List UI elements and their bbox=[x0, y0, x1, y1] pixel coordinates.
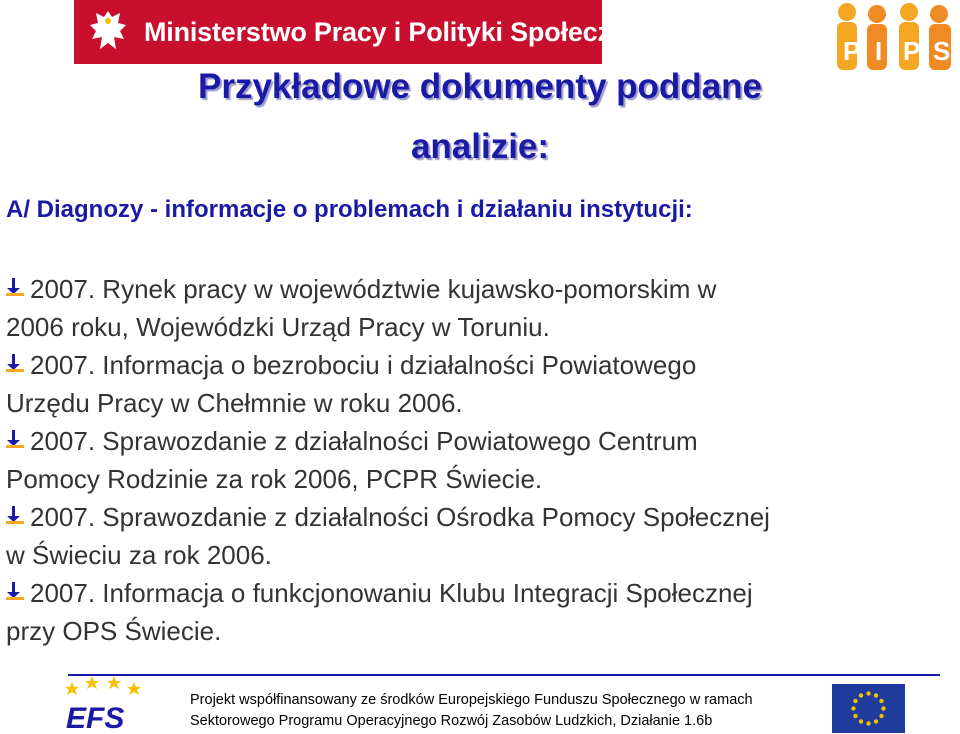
eu-star-icon bbox=[853, 699, 857, 703]
section-subtitle: A/ Diagnozy - informacje o problemach i działaniu instytucji: bbox=[6, 196, 693, 223]
arrow-bullet-icon bbox=[6, 354, 24, 372]
eu-star-icon bbox=[859, 719, 863, 723]
list-item bbox=[6, 346, 956, 422]
efs-logo bbox=[58, 672, 154, 732]
arrow-bullet-icon bbox=[6, 278, 24, 296]
eu-star-icon bbox=[853, 714, 857, 718]
list-item bbox=[6, 498, 956, 574]
eu-star-icon bbox=[879, 699, 883, 703]
eu-star-icon bbox=[866, 721, 870, 725]
arrow-bullet-icon bbox=[6, 430, 24, 448]
list-item-line-1: 2007. Rynek pracy w województwie kujawsko-pomorskim w bbox=[30, 274, 717, 304]
list-item-line-1: 2007. Informacja o bezrobociu i działalności Powiatowego bbox=[30, 350, 697, 380]
efs-label: EFS bbox=[66, 702, 125, 732]
list-item-line-2: Urzędu Pracy w Chełmnie w roku 2006. bbox=[6, 388, 463, 418]
eu-star-icon bbox=[879, 714, 883, 718]
document-list bbox=[6, 270, 956, 650]
polish-eagle-icon bbox=[86, 7, 130, 57]
list-item-line-2: przy OPS Świecie. bbox=[6, 616, 222, 646]
page-title bbox=[0, 57, 960, 177]
list-item-line-1: 2007. Informacja o funkcjonowaniu Klubu Integracji Społecznej bbox=[30, 578, 753, 608]
svg-text:S: S bbox=[933, 36, 951, 66]
eu-flag-icon bbox=[832, 684, 905, 733]
eu-star-icon bbox=[874, 693, 878, 697]
list-item-line-2: 2006 roku, Wojewódzki Urząd Pracy w Toruniu. bbox=[6, 312, 550, 342]
svg-text:P: P bbox=[903, 36, 921, 66]
list-item-line-2: w Świeciu za rok 2006. bbox=[6, 540, 272, 570]
eu-star-icon bbox=[859, 693, 863, 697]
footer-line-1: Projekt współfinansowany ze środków Europejskiego Funduszu Społecznego w ramach bbox=[190, 692, 753, 708]
svg-text:P: P bbox=[843, 36, 861, 66]
list-item-line-1: 2007. Sprawozdanie z działalności Powiatowego Centrum bbox=[30, 426, 698, 456]
eu-star-icon bbox=[881, 706, 885, 710]
arrow-bullet-icon bbox=[6, 506, 24, 524]
ministry-banner bbox=[74, 0, 650, 64]
list-item-line-1: 2007. Sprawozdanie z działalności Ośrodka Pomocy Społecznej bbox=[30, 502, 770, 532]
ministry-name: Ministerstwo Pracy i Polityki Społecznej bbox=[144, 16, 650, 47]
eu-star-icon bbox=[851, 706, 855, 710]
arrow-bullet-icon bbox=[6, 582, 24, 600]
footer-text bbox=[190, 690, 753, 732]
eu-star-icon bbox=[874, 719, 878, 723]
title-line-2: analizie: bbox=[410, 127, 550, 166]
list-item bbox=[6, 270, 956, 346]
svg-text:I: I bbox=[875, 36, 883, 66]
eu-star-icon bbox=[866, 691, 870, 695]
footer-line-2: Sektorowego Programu Operacyjnego Rozwój Zasobów Ludzkich, Działanie 1.6b bbox=[190, 713, 713, 729]
list-item bbox=[6, 574, 956, 650]
footer-divider bbox=[68, 674, 940, 676]
list-item bbox=[6, 422, 956, 498]
title-line-1: Przykładowe dokumenty poddane bbox=[198, 67, 762, 106]
list-item-line-2: Pomocy Rodzinie za rok 2006, PCPR Świecie. bbox=[6, 464, 543, 494]
